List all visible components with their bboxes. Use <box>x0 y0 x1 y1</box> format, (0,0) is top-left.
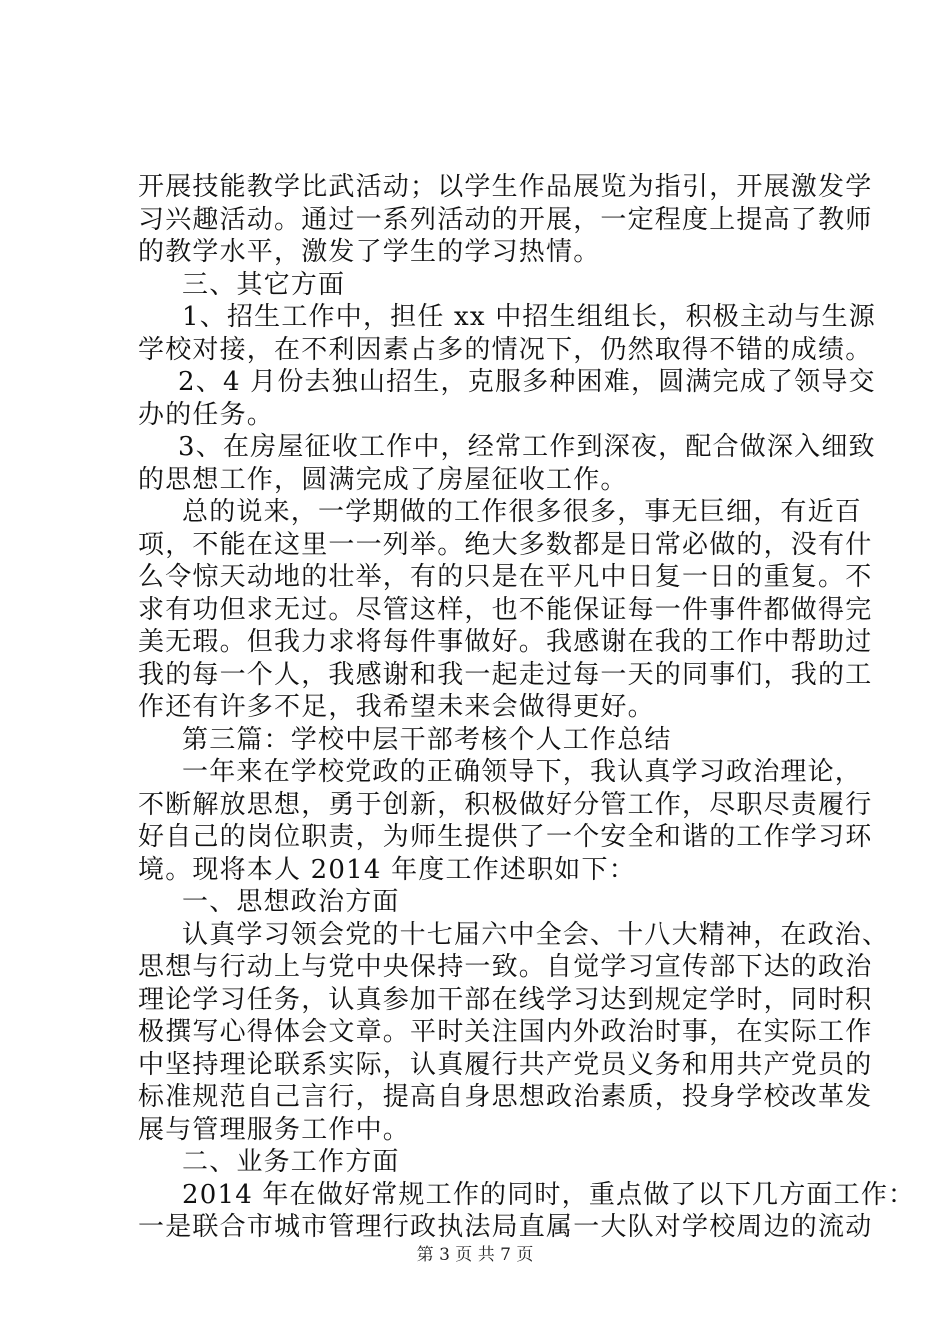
document-body <box>138 171 916 1244</box>
text-line: 一是联合市城市管理行政执法局直属一大队对学校周边的流动 <box>138 1212 873 1242</box>
text-line: 思想与行动上与党中央保持一致。自觉学习宣传部下达的政治 <box>138 952 873 982</box>
text-line: 一年来在学校党政的正确领导下，我认真学习政治理论， <box>182 757 863 787</box>
text-line: 3、在房屋征收工作中，经常工作到深夜，配合做深入细致 <box>178 432 876 462</box>
text-line: 好自己的岗位职责，为师生提供了一个安全和谐的工作学习环 <box>138 822 873 852</box>
text-line: 作还有许多不足，我希望未来会做得更好。 <box>138 692 655 722</box>
text-line: 学校对接，在不利因素占多的情况下，仍然取得不错的成绩。 <box>138 334 873 365</box>
text-line: 境。现将本人 2014 年度工作述职如下： <box>138 854 636 885</box>
text-line: 的思想工作，圆满完成了房屋征收工作。 <box>138 464 628 495</box>
text-line: 的教学水平，激发了学生的学习热情。 <box>138 237 601 267</box>
text-line: 习兴趣活动。通过一系列活动的开展，一定程度上提高了教师 <box>138 204 873 235</box>
text-line: 理论学习任务，认真参加干部在线学习达到规定学时，同时积 <box>138 984 873 1015</box>
section-heading: 三、其它方面 <box>182 269 346 300</box>
text-line: 1、招生工作中，担任 xx 中招生组组长，积极主动与生源 <box>182 302 876 332</box>
text-line: 极撰写心得体会文章。平时关注国内外政治时事，在实际工作 <box>138 1017 873 1047</box>
text-line: 总的说来，一学期做的工作很多很多，事无巨细，有近百 <box>182 497 863 527</box>
text-line: 认真学习领会党的十七届六中全会、十八大精神，在政治、 <box>182 919 890 950</box>
text-line: 中坚持理论联系实际，认真履行共产党员义务和用共产党员的 <box>138 1049 873 1080</box>
page-number: 第 3 页 共 7 页 <box>416 1245 534 1265</box>
text-line: 展与管理服务工作中。 <box>138 1114 411 1145</box>
text-line: 项，不能在这里一一列举。绝大多数都是日常必做的，没有什 <box>138 529 873 560</box>
text-line: 2014 年在做好常规工作的同时，重点做了以下几方面工作： <box>182 1179 916 1210</box>
page-footer <box>0 1240 950 1265</box>
text-line: 办的任务。 <box>138 399 275 430</box>
text-line: 不断解放思想，勇于创新，积极做好分管工作，尽职尽责履行 <box>138 789 873 820</box>
section-heading: 二、业务工作方面 <box>182 1147 400 1177</box>
chapter-title: 第三篇：学校中层干部考核个人工作总结 <box>182 724 672 755</box>
text-line: 美无瑕。但我力求将每件事做好。我感谢在我的工作中帮助过 <box>138 627 873 657</box>
text-line: 么令惊天动地的壮举，有的只是在平凡中日复一日的重复。不 <box>138 562 873 592</box>
text-line: 标准规范自己言行，提高自身思想政治素质，投身学校改革发 <box>138 1082 873 1112</box>
text-line: 开展技能教学比武活动；以学生作品展览为指引，开展激发学 <box>138 172 873 202</box>
text-line: 2、4 月份去独山招生，克服多种困难，圆满完成了领导交 <box>178 367 876 397</box>
text-line: 我的每一个人，我感谢和我一起走过每一天的同事们，我的工 <box>138 659 873 690</box>
text-line: 求有功但求无过。尽管这样，也不能保证每一件事件都做得完 <box>138 594 873 625</box>
section-heading: 一、思想政治方面 <box>182 887 400 917</box>
